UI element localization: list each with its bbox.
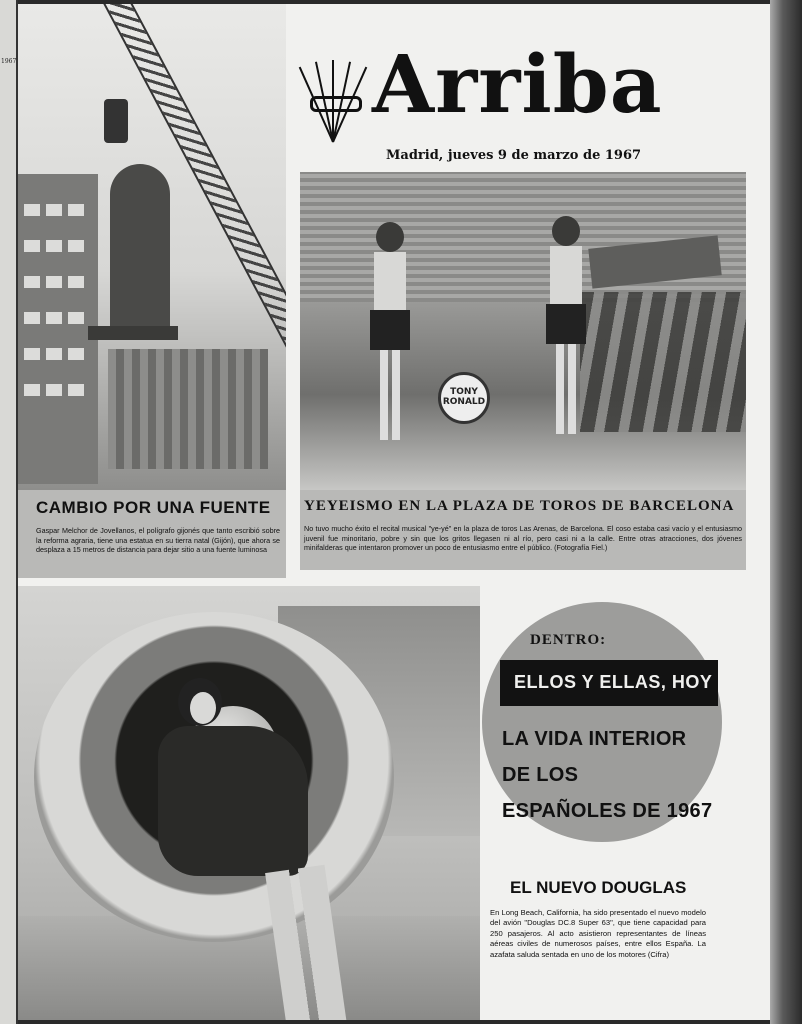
promo-line-2: DE LOS <box>502 764 579 786</box>
newspaper-front-page <box>18 4 770 1020</box>
bullring-concert-photo <box>300 172 746 490</box>
concert-caption-box <box>300 490 746 570</box>
promo-line-3: ESPAÑOLES DE 1967 <box>502 800 713 822</box>
stewardess-figure <box>158 678 308 898</box>
promo-line-1: LA VIDA INTERIOR <box>502 728 687 750</box>
promo-label: ELLOS Y ELLAS, HOY <box>514 672 713 692</box>
statue-crane-photo <box>18 4 286 490</box>
promo-label-box <box>500 660 718 706</box>
douglas-engine-photo <box>18 586 480 1020</box>
bullring-stands <box>300 172 746 302</box>
bass-drum <box>438 372 490 424</box>
yoke-and-arrows-emblem <box>302 56 364 142</box>
band-members <box>580 292 746 432</box>
concert-body: No tuvo mucho éxito el recital musical "ye-yé" en la plaza de toros Las Arenas, de Barcelona. El coso estaba casi vacío y el entusiasmo juvenil fue minoritario, pobre y sin que los gritos llegasen ni al río, pero casi ni a la calle. Entre otras atracciones, dos jóvenes minifalderas que intentaron promover un poco de entusiasmo entre el público. (Fotografía Fiel.) <box>304 524 742 553</box>
statue-plinth <box>88 326 178 340</box>
dancer-right <box>546 216 586 436</box>
dancer-left <box>370 222 410 442</box>
douglas-headline: EL NUEVO DOUGLAS <box>510 878 687 897</box>
dateline: Madrid, jueves 9 de marzo de 1967 <box>386 148 642 163</box>
statue-caption-box <box>18 490 286 578</box>
margin-year: 1967 <box>1 58 17 65</box>
jovellanos-statue <box>110 164 170 334</box>
crane-hook <box>104 99 128 143</box>
drum-label: TONY RONALD <box>442 387 486 407</box>
statue-body: Gaspar Melchor de Jovellanos, el polígrafo gijonés que tanto escribió sobre la reforma agraria, tiene una estatua en su tierra natal (Gijón), que ahora se desplaza a 15 metros de distancia para dejar sitio a una fuente luminosa <box>36 526 280 555</box>
concert-headline: YEYEISMO EN LA PLAZA DE TOROS DE BARCELONA <box>304 498 735 514</box>
apartment-building <box>18 174 98 484</box>
previous-page-edge <box>0 0 18 1024</box>
masthead-title: Arriba <box>372 37 663 131</box>
douglas-body: En Long Beach, California, ha sido presentado el nuevo modelo del avión "Douglas DC.8 Super 63", que tiene capacidad para 250 pasajeros. Al acto asistieron representantes de líneas aéreas civiles de numerosos países, entre ellos España. La azafata saluda sentada en uno de los motores (Cifra) <box>490 908 706 959</box>
statue-headline: CAMBIO POR UNA FUENTE <box>36 498 271 517</box>
book-binding <box>770 0 802 1024</box>
wooden-scaffold <box>108 349 268 469</box>
promo-kicker: DENTRO: <box>530 632 607 648</box>
